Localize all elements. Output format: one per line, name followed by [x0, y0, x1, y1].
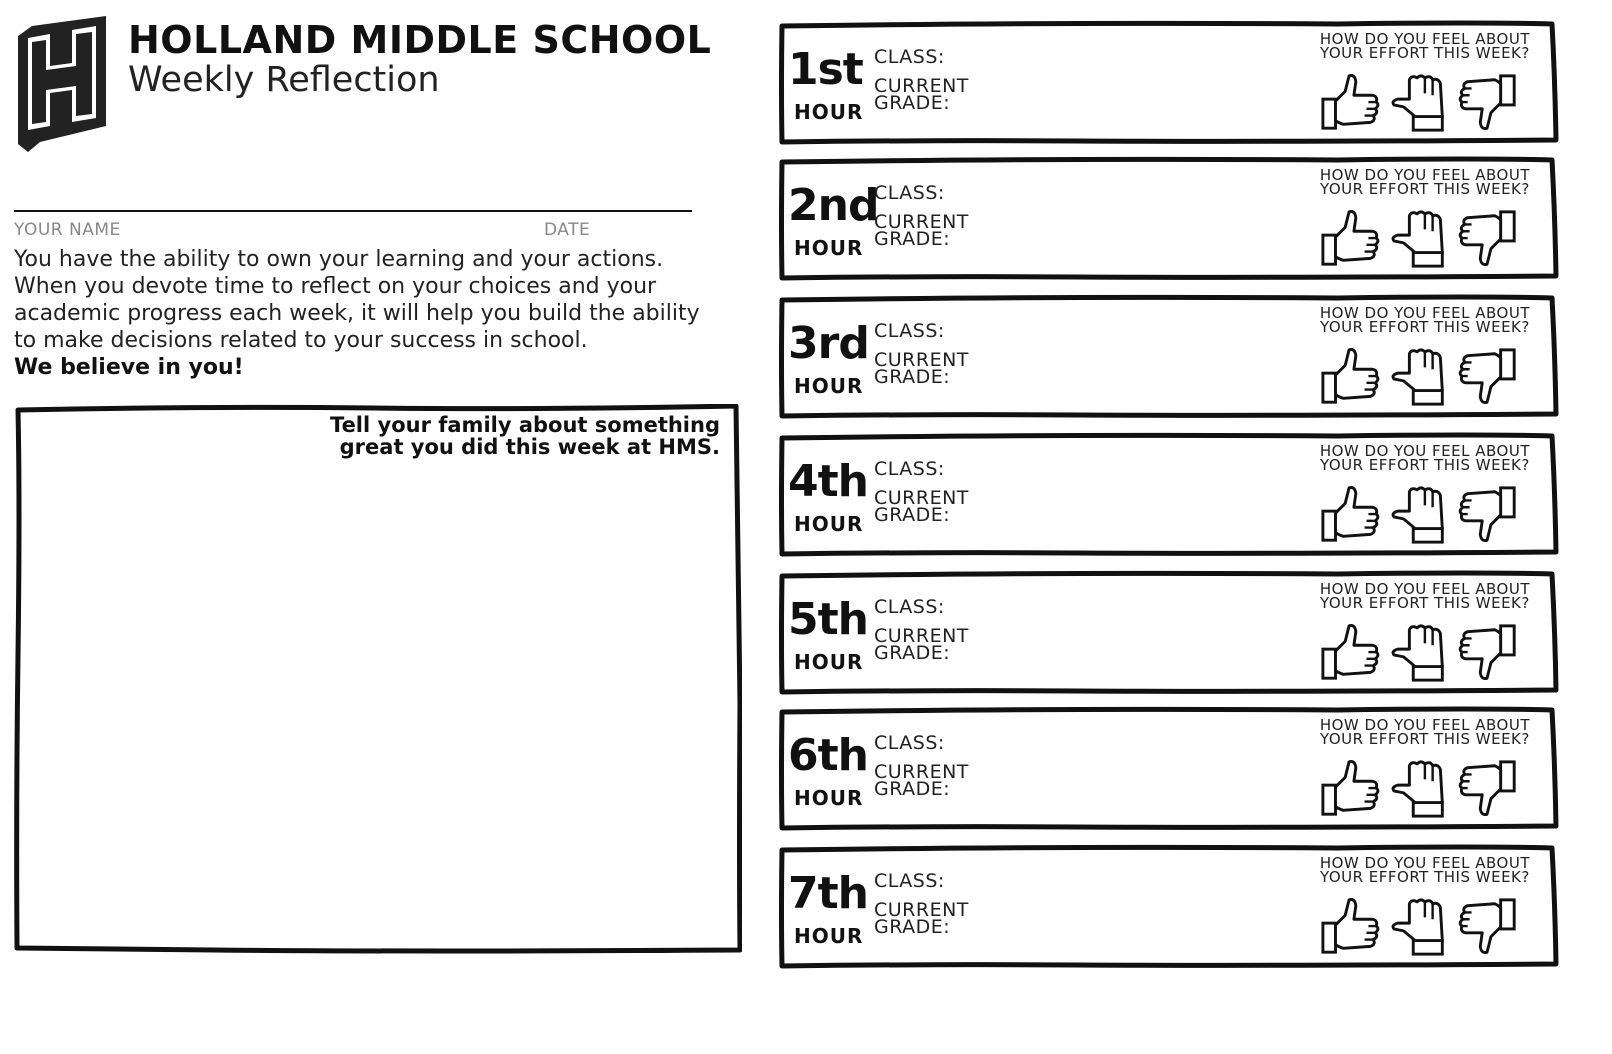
- intro-line: academic progress each week, it will help you build the ability: [14, 301, 700, 326]
- effort-question-line: HOW DO YOU FEEL ABOUT: [1319, 580, 1530, 598]
- grade-field-label[interactable]: [874, 899, 969, 938]
- family-prompt-line: Tell your family about something: [330, 413, 720, 437]
- hour-number: 1st: [788, 44, 863, 95]
- thumbs-up-icon[interactable]: [1320, 758, 1382, 820]
- name-date-line[interactable]: [14, 210, 692, 212]
- grade-label-line: GRADE:: [874, 504, 951, 526]
- effort-question-line: HOW DO YOU FEEL ABOUT: [1319, 716, 1530, 734]
- effort-rating: [1320, 758, 1520, 822]
- effort-question-line: YOUR EFFORT THIS WEEK?: [1319, 456, 1530, 474]
- effort-rating: [1320, 896, 1520, 960]
- effort-rating: [1320, 72, 1520, 136]
- grade-label-line: CURRENT: [874, 487, 969, 509]
- class-field-label[interactable]: CLASS:: [874, 46, 945, 68]
- school-name: HOLLAND MIDDLE SCHOOL: [128, 18, 712, 62]
- class-field-label[interactable]: CLASS:: [874, 182, 945, 204]
- thumbs-up-icon[interactable]: [1320, 484, 1382, 546]
- effort-question: [1320, 306, 1530, 334]
- thumbs-down-icon[interactable]: [1458, 896, 1520, 958]
- hour-number: 5th: [788, 594, 868, 645]
- effort-question-line: YOUR EFFORT THIS WEEK?: [1319, 868, 1530, 886]
- intro-paragraph: [14, 246, 754, 381]
- hour-card-4: [778, 432, 1560, 558]
- grade-label-line: GRADE:: [874, 778, 951, 800]
- effort-question: [1320, 32, 1530, 60]
- intro-emphasis: We believe in you!: [14, 355, 244, 380]
- grade-field-label[interactable]: [874, 211, 969, 250]
- thumbs-sideways-icon[interactable]: [1390, 896, 1452, 958]
- hour-card-1: [778, 20, 1560, 146]
- class-field-label[interactable]: CLASS:: [874, 458, 945, 480]
- effort-question-line: HOW DO YOU FEEL ABOUT: [1319, 854, 1530, 872]
- thumbs-down-icon[interactable]: [1458, 208, 1520, 270]
- hour-number: 3rd: [788, 318, 869, 369]
- hour-word: HOUR: [794, 650, 864, 674]
- effort-question-line: YOUR EFFORT THIS WEEK?: [1319, 730, 1530, 748]
- class-field-label[interactable]: CLASS:: [874, 732, 945, 754]
- effort-question-line: HOW DO YOU FEEL ABOUT: [1319, 304, 1530, 322]
- hour-word: HOUR: [794, 374, 864, 398]
- effort-rating: [1320, 208, 1520, 272]
- thumbs-up-icon[interactable]: [1320, 896, 1382, 958]
- grade-label-line: CURRENT: [874, 899, 969, 921]
- effort-question: [1320, 582, 1530, 610]
- grade-field-label[interactable]: [874, 761, 969, 800]
- effort-question: [1320, 856, 1530, 884]
- thumbs-sideways-icon[interactable]: [1390, 758, 1452, 820]
- class-field-label[interactable]: CLASS:: [874, 320, 945, 342]
- thumbs-up-icon[interactable]: [1320, 208, 1382, 270]
- grade-label-line: CURRENT: [874, 75, 969, 97]
- grade-field-label[interactable]: [874, 349, 969, 388]
- grade-label-line: GRADE:: [874, 916, 951, 938]
- family-story-box[interactable]: [14, 404, 742, 954]
- thumbs-sideways-icon[interactable]: [1390, 346, 1452, 408]
- hour-word: HOUR: [794, 924, 864, 948]
- class-field-label[interactable]: CLASS:: [874, 870, 945, 892]
- thumbs-down-icon[interactable]: [1458, 622, 1520, 684]
- effort-question-line: HOW DO YOU FEEL ABOUT: [1319, 30, 1530, 48]
- hour-word: HOUR: [794, 786, 864, 810]
- effort-question-line: HOW DO YOU FEEL ABOUT: [1319, 166, 1530, 184]
- thumbs-up-icon[interactable]: [1320, 622, 1382, 684]
- grade-label-line: GRADE:: [874, 642, 951, 664]
- effort-question: [1320, 444, 1530, 472]
- hour-card-5: [778, 570, 1560, 696]
- effort-rating: [1320, 622, 1520, 686]
- grade-label-line: GRADE:: [874, 228, 951, 250]
- thumbs-down-icon[interactable]: [1458, 484, 1520, 546]
- name-field-label: YOUR NAME: [14, 220, 121, 240]
- thumbs-sideways-icon[interactable]: [1390, 208, 1452, 270]
- hour-card-3: [778, 294, 1560, 420]
- hour-number: 6th: [788, 730, 868, 781]
- holland-h-logo-icon: [14, 14, 110, 154]
- intro-line: You have the ability to own your learning and your actions.: [14, 247, 664, 272]
- hour-number: 7th: [788, 868, 868, 919]
- grade-label-line: CURRENT: [874, 211, 969, 233]
- grade-label-line: GRADE:: [874, 92, 951, 114]
- hour-card-6: [778, 706, 1560, 832]
- effort-rating: [1320, 346, 1520, 410]
- thumbs-down-icon[interactable]: [1458, 346, 1520, 408]
- hour-word: HOUR: [794, 100, 864, 124]
- thumbs-down-icon[interactable]: [1458, 758, 1520, 820]
- effort-question-line: YOUR EFFORT THIS WEEK?: [1319, 594, 1530, 612]
- thumbs-up-icon[interactable]: [1320, 346, 1382, 408]
- family-box-border: [14, 404, 742, 954]
- hour-word: HOUR: [794, 512, 864, 536]
- grade-field-label[interactable]: [874, 487, 969, 526]
- effort-question: [1320, 168, 1530, 196]
- grade-label-line: GRADE:: [874, 366, 951, 388]
- grade-label-line: CURRENT: [874, 761, 969, 783]
- grade-field-label[interactable]: [874, 625, 969, 664]
- grade-label-line: CURRENT: [874, 349, 969, 371]
- family-prompt: [330, 414, 720, 458]
- effort-rating: [1320, 484, 1520, 548]
- grade-label-line: CURRENT: [874, 625, 969, 647]
- hour-number: 4th: [788, 456, 868, 507]
- thumbs-sideways-icon[interactable]: [1390, 484, 1452, 546]
- effort-question-line: YOUR EFFORT THIS WEEK?: [1319, 180, 1530, 198]
- effort-question-line: HOW DO YOU FEEL ABOUT: [1319, 442, 1530, 460]
- thumbs-sideways-icon[interactable]: [1390, 72, 1452, 134]
- effort-question-line: YOUR EFFORT THIS WEEK?: [1319, 318, 1530, 336]
- family-prompt-line: great you did this week at HMS.: [339, 435, 720, 459]
- class-field-label[interactable]: CLASS:: [874, 596, 945, 618]
- hour-number: 2nd: [788, 180, 879, 231]
- date-field-label: DATE: [544, 220, 591, 240]
- hour-word: HOUR: [794, 236, 864, 260]
- intro-line: When you devote time to reflect on your choices and your: [14, 274, 657, 299]
- grade-field-label[interactable]: [874, 75, 969, 114]
- thumbs-up-icon[interactable]: [1320, 72, 1382, 134]
- effort-question: [1320, 718, 1530, 746]
- effort-question-line: YOUR EFFORT THIS WEEK?: [1319, 44, 1530, 62]
- hour-card-7: [778, 844, 1560, 970]
- hour-card-2: [778, 156, 1560, 282]
- thumbs-sideways-icon[interactable]: [1390, 622, 1452, 684]
- page-subtitle: Weekly Reflection: [128, 60, 440, 100]
- intro-line: to make decisions related to your success in school.: [14, 328, 588, 353]
- thumbs-down-icon[interactable]: [1458, 72, 1520, 134]
